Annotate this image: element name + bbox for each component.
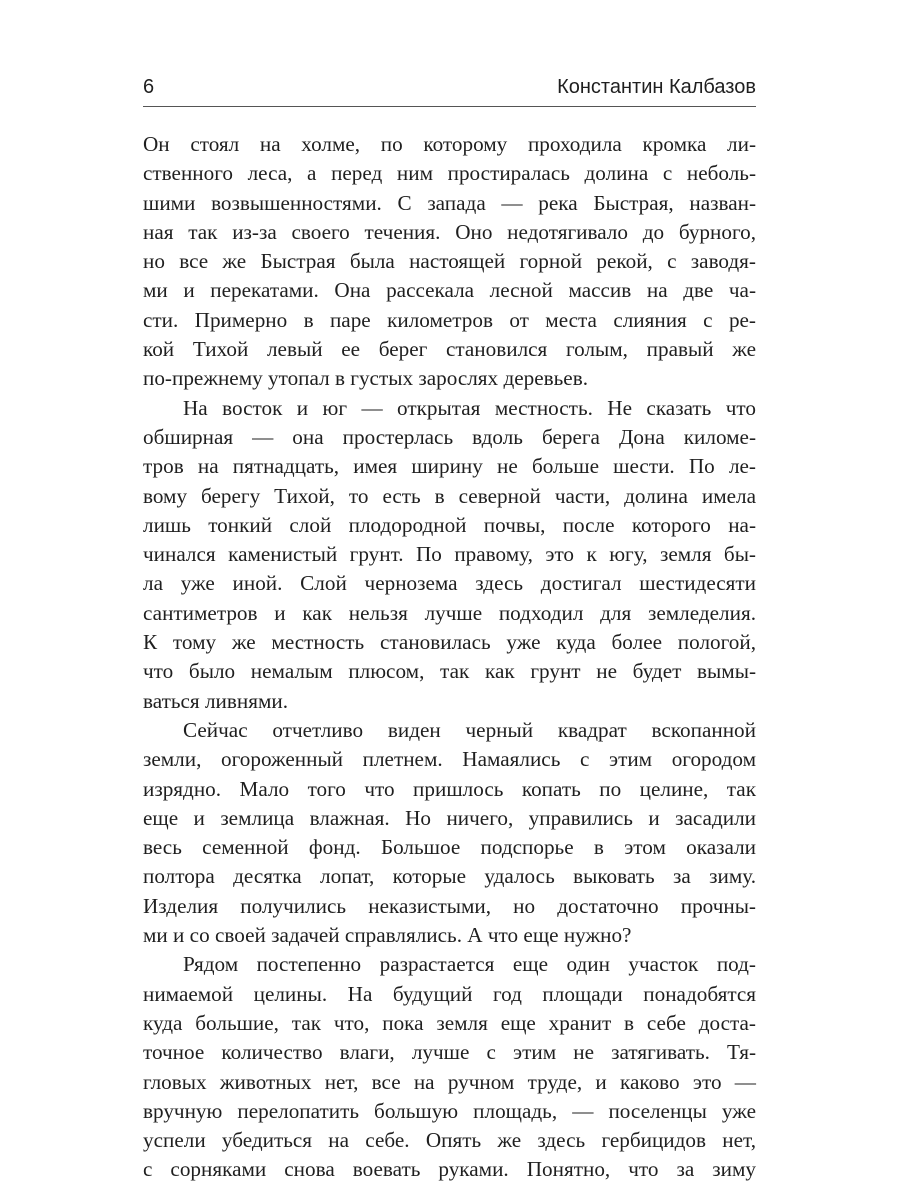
text-line: весь семенной фонд. Большое подспорье в этом оказали bbox=[143, 835, 756, 860]
text-line: ми и со своей задачей справлялись. А что еще нужно? bbox=[143, 923, 632, 948]
text-line: тров на пятнадцать, имея ширину не больше шести. По ле- bbox=[143, 454, 756, 479]
text-line: но все же Быстрая была настоящей горной рекой, с заводя- bbox=[143, 249, 756, 274]
text-line: вручную перелопатить большую площадь, — поселенцы уже bbox=[143, 1098, 756, 1123]
text-line: изрядно. Мало того что пришлось копать по целине, так bbox=[143, 776, 756, 801]
header-rule bbox=[143, 106, 756, 107]
text-line: гловых животных нет, все на ручном труде, и каково это — bbox=[143, 1069, 756, 1094]
text-line: чинался каменистый грунт. По правому, это к югу, земля бы- bbox=[143, 542, 756, 567]
body-text bbox=[143, 130, 756, 1185]
text-line: ная так из-за своего течения. Оно недотягивало до бурного, bbox=[143, 219, 756, 244]
text-line: ла уже иной. Слой чернозема здесь достигал шестидесяти bbox=[143, 571, 756, 596]
text-line: по-прежнему утопал в густых зарослях деревьев. bbox=[143, 366, 588, 391]
text-line: что было немалым плюсом, так как грунт не будет вымы- bbox=[143, 659, 756, 684]
text-line: ваться ливнями. bbox=[143, 688, 288, 713]
text-line: еще и землица влажная. Но ничего, управились и засадили bbox=[143, 805, 756, 830]
text-line: сти. Примерно в паре километров от места слияния с ре- bbox=[143, 307, 756, 332]
text-line: успели убедиться на себе. Опять же здесь гербицидов нет, bbox=[143, 1128, 756, 1153]
text-line: ми и перекатами. Она рассекала лесной массив на две ча- bbox=[143, 278, 756, 303]
text-line: сантиметров и как нельзя лучше подходил для земледелия. bbox=[143, 600, 756, 625]
text-line: с сорняками снова воевать руками. Понятно, что за зиму bbox=[143, 1157, 756, 1182]
running-head-author: Константин Калбазов bbox=[557, 76, 756, 98]
text-line: обширная — она простерлась вдоль берега Дона киломе- bbox=[143, 424, 756, 449]
text-line: Сейчас отчетливо виден черный квадрат вскопанной bbox=[183, 717, 756, 742]
text-line: На восток и юг — открытая местность. Не сказать что bbox=[183, 395, 756, 420]
text-line: К тому же местность становилась уже куда более пологой, bbox=[143, 630, 756, 655]
text-line: точное количество влаги, лучше с этим не затягивать. Тя- bbox=[143, 1040, 756, 1065]
text-line: лишь тонкий слой плодородной почвы, после которого на- bbox=[143, 512, 756, 537]
text-line: Он стоял на холме, по которому проходила кромка ли- bbox=[143, 132, 756, 156]
text-line: нимаемой целины. На будущий год площади понадобятся bbox=[143, 981, 756, 1006]
text-line: шими возвышенностями. С запада — река Быстрая, назван- bbox=[143, 190, 756, 215]
text-line: полтора десятка лопат, которые удалось выковать за зиму. bbox=[143, 864, 756, 889]
text-line: земли, огороженный плетнем. Намаялись с этим огородом bbox=[143, 747, 756, 772]
text-line: Изделия получились неказистыми, но достаточно прочны- bbox=[143, 893, 756, 918]
running-head bbox=[143, 74, 756, 104]
text-line: куда большие, так что, пока земля еще хранит в себе доста- bbox=[143, 1010, 756, 1035]
text-line: Рядом постепенно разрастается еще один участок под- bbox=[183, 952, 756, 977]
text-line: вому берегу Тихой, то есть в северной части, долина имела bbox=[143, 483, 756, 508]
page-number: 6 bbox=[143, 76, 155, 98]
text-line: ственного леса, а перед ним простиралась долина с неболь- bbox=[143, 161, 756, 186]
text-line: кой Тихой левый ее берег становился голым, правый же bbox=[143, 337, 756, 362]
